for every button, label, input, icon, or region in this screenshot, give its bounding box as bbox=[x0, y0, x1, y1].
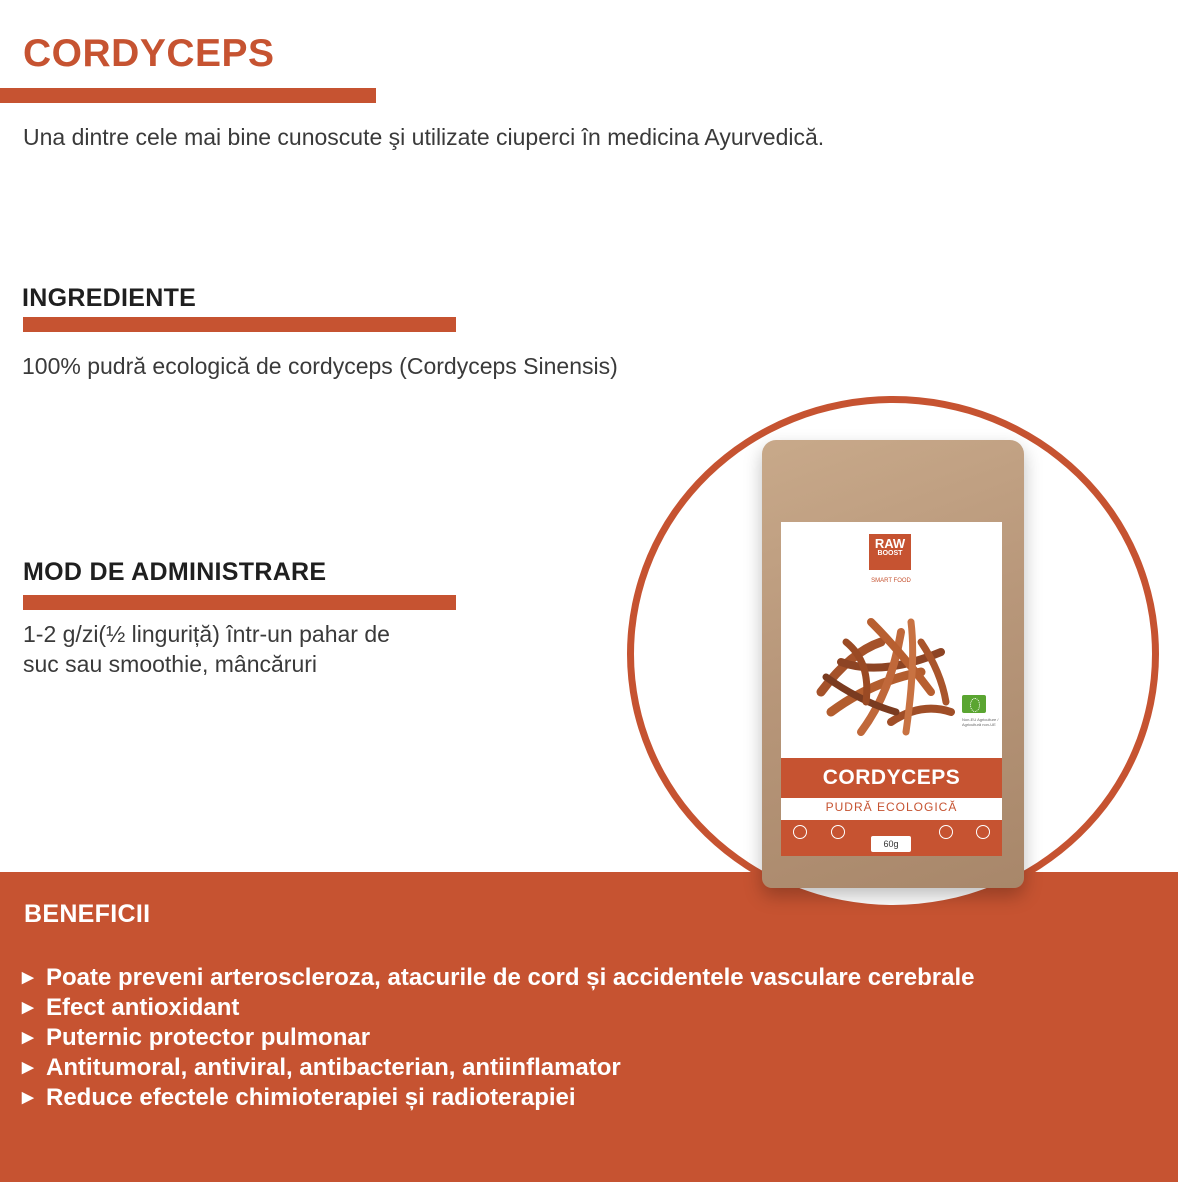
page-title: CORDYCEPS bbox=[23, 32, 275, 75]
benefit-item: ▶ Antitumoral, antiviral, antibacterian, antiinflamator bbox=[22, 1054, 621, 1081]
bullet-triangle-icon: ▶ bbox=[22, 1059, 34, 1076]
benefit-item: ▶ Poate preveni arteroscleroza, atacurile de cord și accidentele vasculare cerebrale bbox=[22, 964, 975, 991]
eu-organic-leaf-icon bbox=[962, 695, 986, 713]
usage-underline bbox=[23, 595, 456, 610]
benefit-item: ▶ Efect antioxidant bbox=[22, 994, 240, 1021]
bullet-triangle-icon: ▶ bbox=[22, 1029, 34, 1046]
brand-logo: RAW BOOST bbox=[869, 534, 911, 570]
benefits-heading: BENEFICII bbox=[24, 900, 151, 928]
brand-tagline: SMART FOOD bbox=[871, 578, 911, 584]
usage-line-2: suc sau smoothie, mâncăruri bbox=[23, 651, 318, 677]
sugar-free-icon bbox=[831, 825, 845, 839]
benefits-list bbox=[22, 963, 974, 1113]
intro-text: Una dintre cele mai bine cunoscute şi utilizate ciuperci în medicina Ayurvedică. bbox=[23, 124, 825, 150]
bullet-triangle-icon: ▶ bbox=[22, 1089, 34, 1106]
product-label bbox=[781, 522, 1002, 856]
ingredients-text: 100% pudră ecologică de cordyceps (Cordyceps Sinensis) bbox=[22, 353, 618, 379]
benefit-item: ▶ Puternic protector pulmonar bbox=[22, 1024, 371, 1051]
eco-certification-text: Non-EU Agriculture / Agricultură non-UE bbox=[962, 717, 999, 727]
additive-free-icon bbox=[976, 825, 990, 839]
title-underline bbox=[0, 88, 376, 103]
benefits-section bbox=[0, 872, 1178, 1182]
ingredients-heading: INGREDIENTE bbox=[22, 284, 197, 312]
usage-line-1: 1-2 g/zi(½ linguriță) într-un pahar de bbox=[23, 621, 390, 647]
vegan-icon bbox=[793, 825, 807, 839]
product-subtitle: PUDRĂ ECOLOGICĂ bbox=[825, 800, 958, 814]
bullet-triangle-icon: ▶ bbox=[22, 969, 34, 986]
product-name: CORDYCEPS bbox=[781, 758, 1002, 798]
bullet-triangle-icon: ▶ bbox=[22, 999, 34, 1016]
benefit-item: ▶ Reduce efectele chimioterapiei și radioterapiei bbox=[22, 1084, 576, 1111]
ingredients-underline bbox=[23, 317, 456, 332]
cordyceps-mushroom-illustration bbox=[801, 592, 971, 752]
product-weight: 60g bbox=[871, 836, 911, 852]
product-pouch-image bbox=[762, 440, 1024, 888]
gluten-free-icon bbox=[939, 825, 953, 839]
usage-heading: MOD DE ADMINISTRARE bbox=[23, 558, 327, 586]
